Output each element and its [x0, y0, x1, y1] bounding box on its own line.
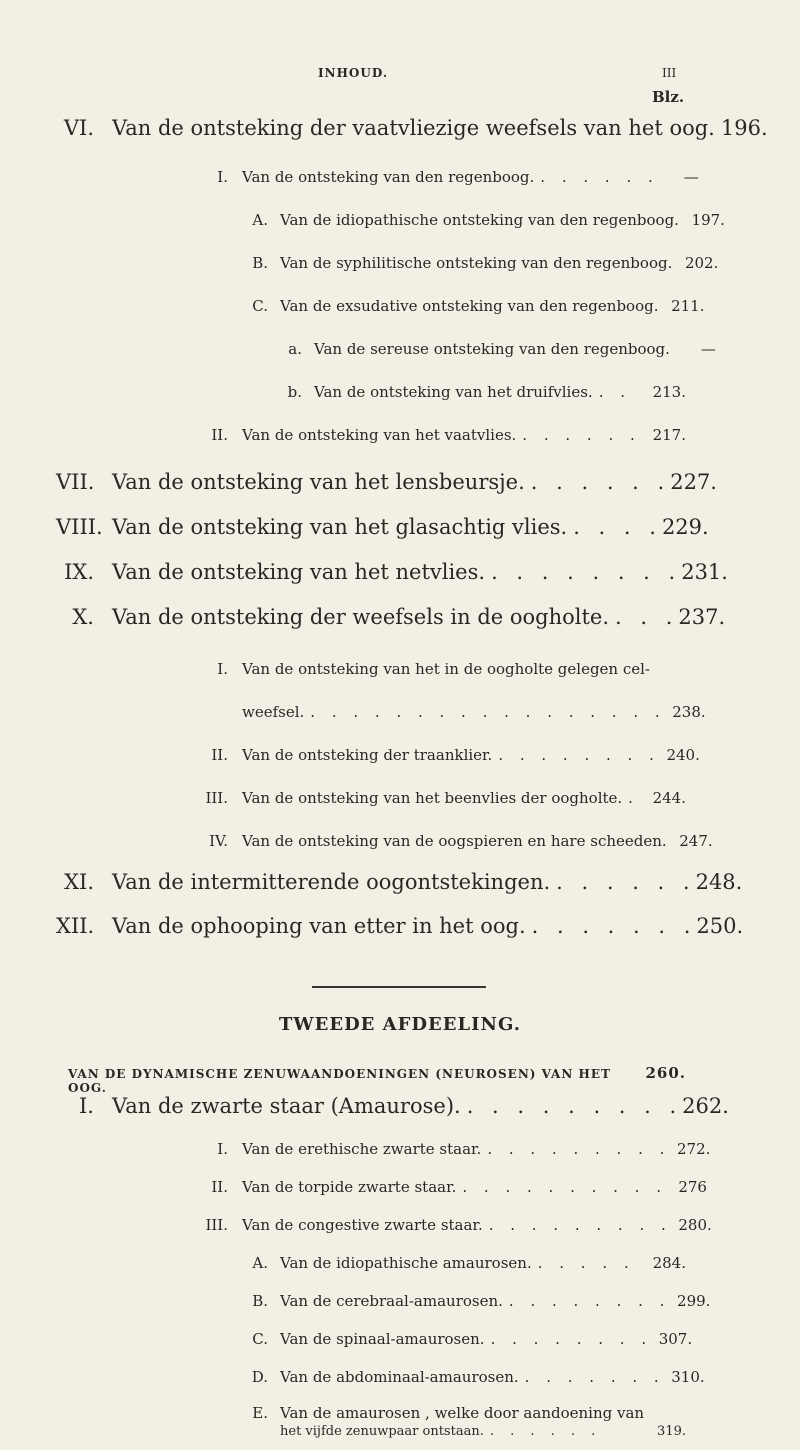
- toc-entry[interactable]: [56, 470, 717, 494]
- entry-text: het vijfde zenuwpaar ontstaan.: [280, 1424, 484, 1439]
- leader-dots: . . . . . . . . .: [466, 1094, 683, 1118]
- entry-number: IV.: [209, 832, 228, 850]
- entry-page: 247.: [679, 832, 713, 850]
- entry-number: III.: [205, 789, 228, 807]
- entry-number: VI.: [63, 116, 94, 140]
- entry-number: I.: [217, 168, 228, 186]
- entry-page: 244.: [652, 789, 686, 807]
- entry-page: 197.: [691, 211, 725, 229]
- toc-entry[interactable]: [244, 297, 705, 315]
- section-subtitle-page: 260.: [645, 1064, 686, 1082]
- section-subtitle: [68, 1064, 686, 1095]
- running-title: INHOUD.: [318, 66, 388, 80]
- entry-text: Van de ontsteking der weefsels in de oogholte.: [112, 605, 610, 629]
- entry-number: A.: [252, 211, 268, 229]
- toc-entry-x-i[interactable]: [198, 660, 686, 678]
- entry-text: Van de ontsteking van de oogspieren en hare scheeden.: [242, 832, 667, 850]
- entry-page: 238.: [672, 703, 706, 721]
- entry-text: Van de ontsteking der traanklier.: [242, 746, 493, 764]
- entry-number: XI.: [64, 870, 94, 894]
- entry-number: II.: [211, 1178, 228, 1196]
- leader-dots: . . . . . . . .: [498, 746, 660, 764]
- leader-dots: . . . . .: [537, 1254, 635, 1272]
- entry-text: Van de torpide zwarte staar.: [242, 1178, 457, 1196]
- entry-number: II.: [211, 746, 228, 764]
- entry-number: B.: [252, 1292, 268, 1310]
- entry-number: VII.: [56, 470, 95, 494]
- entry-text: Van de spinaal-amaurosen.: [280, 1330, 485, 1348]
- entry-text: Van de ontsteking van het vaatvlies.: [242, 426, 517, 444]
- entry-number: C.: [252, 1330, 268, 1348]
- entry-text: Van de cerebraal-amaurosen.: [280, 1292, 503, 1310]
- toc-entry[interactable]: [56, 1094, 729, 1118]
- entry-text: Van de zwarte staar (Amaurose).: [112, 1094, 461, 1118]
- leader-dots: . . . . . .: [540, 168, 659, 186]
- toc-entry[interactable]: [56, 116, 768, 140]
- toc-entry-e-cont[interactable]: [280, 1424, 686, 1439]
- entry-text: Van de sereuse ontsteking van den regenboog.: [314, 340, 670, 358]
- leader-dots: . . .: [615, 605, 679, 629]
- leader-dots: . . . . . . . . .: [488, 1216, 672, 1234]
- entry-number: A.: [252, 1254, 268, 1272]
- entry-number: II.: [211, 426, 228, 444]
- toc-entry[interactable]: [198, 426, 686, 444]
- entry-page: 217.: [652, 426, 686, 444]
- toc-entry[interactable]: [244, 1368, 705, 1386]
- toc-entry[interactable]: [198, 746, 700, 764]
- entry-page: 276: [678, 1178, 707, 1196]
- toc-entry[interactable]: [198, 1140, 711, 1158]
- entry-page: 310.: [671, 1368, 705, 1386]
- entry-page: —: [683, 168, 699, 186]
- entry-text: Van de idiopathische ontsteking van den regenboog.: [280, 211, 679, 229]
- entry-page: 248.: [695, 870, 743, 894]
- entry-page: 299.: [677, 1292, 711, 1310]
- leader-dots: . . . . . . . . . .: [462, 1178, 667, 1196]
- toc-entry[interactable]: [198, 832, 713, 850]
- entry-page: 231.: [681, 560, 728, 584]
- entry-page: 280.: [678, 1216, 712, 1234]
- entry-page: 250.: [696, 914, 744, 938]
- toc-entry[interactable]: [198, 789, 686, 807]
- leader-dots: . . . . . . . .: [491, 560, 682, 584]
- toc-entry[interactable]: [56, 605, 726, 629]
- entry-number: X.: [72, 605, 94, 629]
- entry-text: Van de exsudative ontsteking van den regenboog.: [280, 297, 659, 315]
- toc-entry-x-i-cont[interactable]: [242, 703, 706, 721]
- toc-entry[interactable]: [56, 560, 728, 584]
- entry-text: Van de abdominaal-amaurosen.: [280, 1368, 519, 1386]
- leader-dots: . . . .: [573, 515, 662, 539]
- entry-page: 240.: [666, 746, 700, 764]
- entry-page: 237.: [678, 605, 726, 629]
- entry-text: Van de syphilitische ontsteking van den regenboog.: [280, 254, 673, 272]
- leader-dots: . . . . . . . . . . . . . . . . .: [310, 703, 666, 721]
- leader-dots: . . . . . . . .: [490, 1330, 653, 1348]
- entry-number: XII.: [56, 914, 95, 938]
- entry-page: 227.: [670, 470, 717, 494]
- entry-text: Van de ontsteking van den regenboog.: [242, 168, 535, 186]
- entry-number: B.: [252, 254, 268, 272]
- toc-entry[interactable]: [244, 1292, 711, 1310]
- entry-number: VIII.: [56, 515, 103, 539]
- entry-text: Van de ophooping van etter in het oog.: [112, 914, 526, 938]
- leader-dots: . . . . . .: [530, 470, 671, 494]
- entry-number: D.: [251, 1368, 268, 1386]
- leader-dots: . . . . . . . . .: [487, 1140, 671, 1158]
- entry-page: 211.: [671, 297, 705, 315]
- entry-number: I.: [217, 660, 228, 678]
- toc-entry[interactable]: [282, 383, 686, 401]
- entry-page: 307.: [658, 1330, 693, 1348]
- entry-page: 262.: [682, 1094, 729, 1118]
- toc-entry[interactable]: [56, 515, 709, 539]
- entry-number: III.: [205, 1216, 228, 1234]
- entry-text: weefsel.: [242, 703, 305, 721]
- toc-entry[interactable]: [282, 340, 716, 358]
- entry-text: Van de ontsteking van het netvlies.: [112, 560, 486, 584]
- entry-text: Van de congestive zwarte staar.: [242, 1216, 483, 1234]
- toc-entry[interactable]: [198, 1178, 707, 1196]
- leader-dots: . .: [598, 383, 631, 401]
- entry-page: 213.: [652, 383, 686, 401]
- entry-number: b.: [287, 383, 302, 401]
- entry-text: Van de idiopathische amaurosen.: [280, 1254, 532, 1272]
- leader-dots: . . . . . . .: [524, 1368, 665, 1386]
- leader-dots: . . . . . .: [489, 1424, 602, 1439]
- entry-page: 319.: [657, 1424, 686, 1439]
- entry-text: Van de ontsteking der vaatvliezige weefsels van het oog.: [112, 116, 715, 140]
- entry-page: 229.: [661, 515, 709, 539]
- entry-text: Van de ontsteking van het glasachtig vlies.: [112, 515, 568, 539]
- entry-number: I.: [79, 1094, 94, 1118]
- section-divider: [312, 986, 486, 988]
- entry-page: 202.: [684, 254, 719, 272]
- leader-dots: . . . . . .: [556, 870, 696, 894]
- leader-dots: . . . . . . . .: [508, 1292, 671, 1310]
- entry-page: 272.: [676, 1140, 711, 1158]
- toc-entry[interactable]: [198, 1216, 712, 1234]
- section-title: TWEEDE AFDEELING.: [279, 1014, 521, 1035]
- entry-text: Van de ontsteking van het druifvlies.: [314, 383, 593, 401]
- toc-entry[interactable]: [56, 870, 743, 894]
- entry-page: 196.: [720, 116, 768, 140]
- leader-dots: . . . . . .: [522, 426, 641, 444]
- entry-page: —: [700, 340, 716, 358]
- blz-column-label: Blz.: [652, 88, 685, 106]
- toc-entry[interactable]: [198, 168, 699, 186]
- entry-number: E.: [252, 1404, 268, 1422]
- toc-entry[interactable]: [56, 914, 744, 938]
- entry-number: I.: [217, 1140, 228, 1158]
- running-header: [0, 66, 800, 86]
- entry-text: Van de ontsteking van het beenvlies der oogholte.: [242, 789, 623, 807]
- toc-entry[interactable]: [244, 254, 719, 272]
- entry-number: C.: [252, 297, 268, 315]
- toc-entry[interactable]: [244, 1330, 693, 1348]
- toc-entry[interactable]: [244, 211, 725, 229]
- leader-dots: .: [628, 789, 639, 807]
- section-subtitle-text: VAN DE DYNAMISCHE ZENUWAANDOENINGEN (NEUROSEN) VAN HET OOG.: [68, 1067, 611, 1095]
- entry-text: Van de erethische zwarte staar.: [242, 1140, 482, 1158]
- leader-dots: . . . . . . .: [531, 914, 697, 938]
- entry-page: 284.: [652, 1254, 686, 1272]
- page-number: III: [662, 66, 677, 80]
- toc-entry-e[interactable]: [244, 1404, 686, 1422]
- toc-entry[interactable]: [244, 1254, 686, 1272]
- entry-number: a.: [288, 340, 302, 358]
- entry-text: Van de ontsteking van het lensbeursje.: [112, 470, 525, 494]
- entry-number: IX.: [64, 560, 94, 584]
- entry-text: Van de amaurosen , welke door aandoening van: [280, 1404, 645, 1422]
- entry-text: Van de ontsteking van het in de oogholte gelegen cel-: [242, 660, 650, 678]
- entry-text: Van de intermitterende oogontstekingen.: [112, 870, 551, 894]
